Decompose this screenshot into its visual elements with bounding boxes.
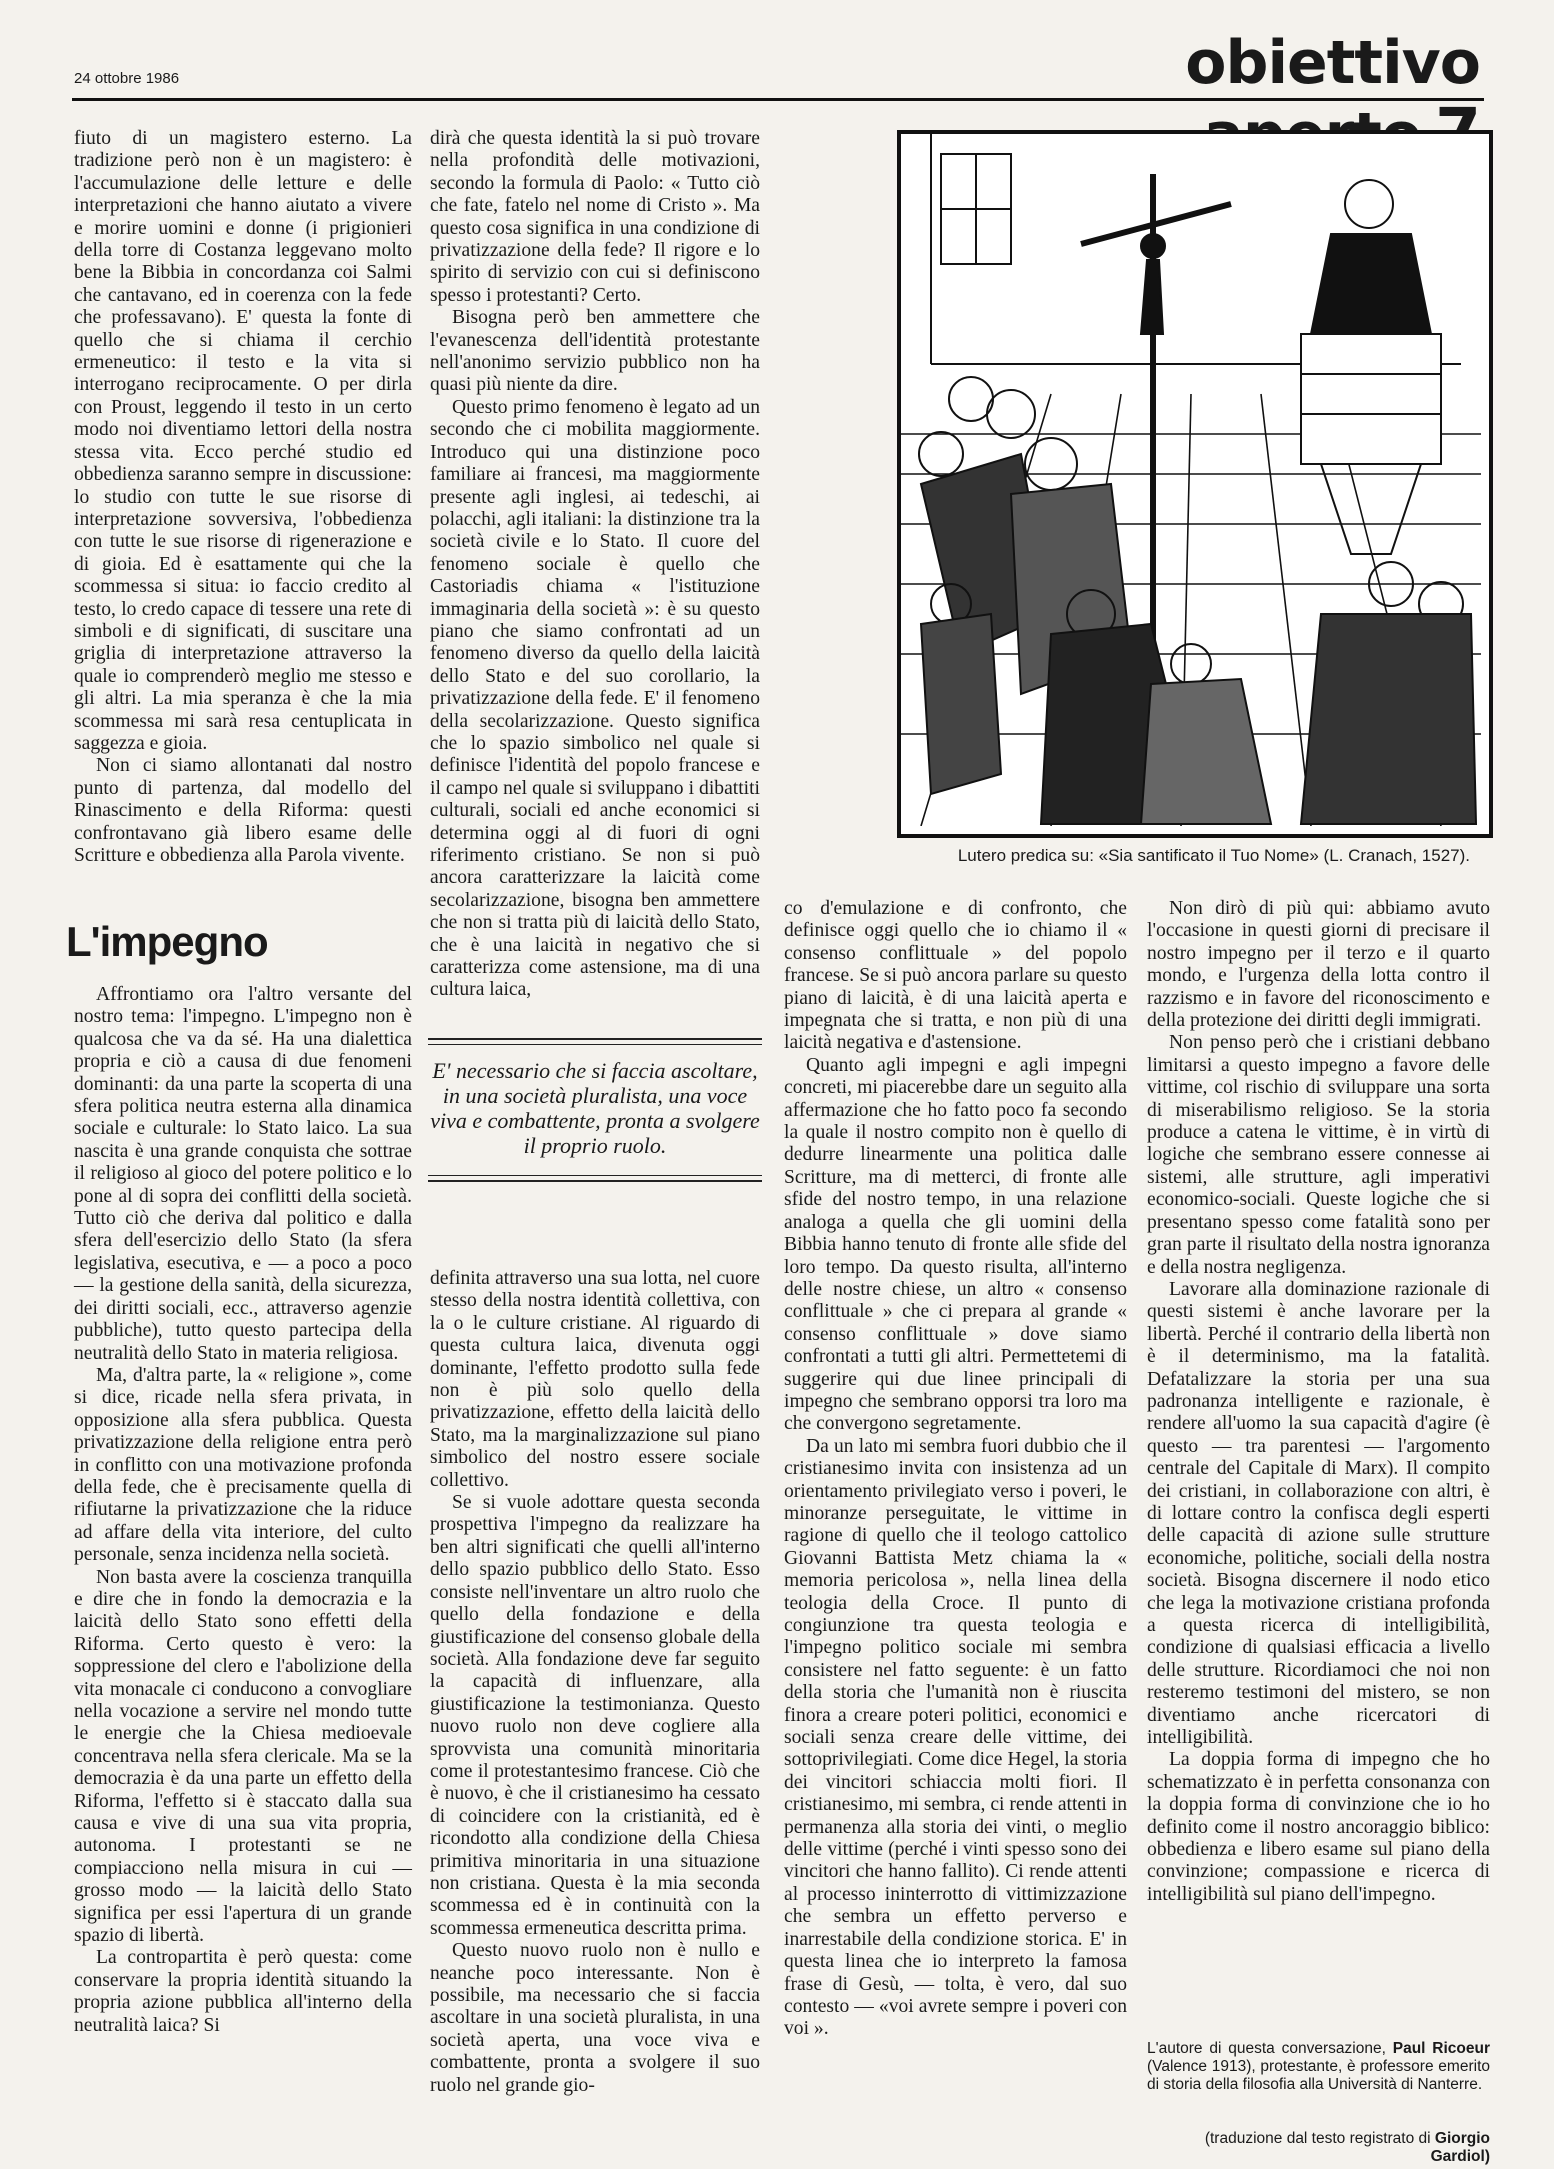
author-note-lead: L'autore di questa conversazione, [1147, 2040, 1386, 2057]
paragraph: La doppia forma di impegno che ho schematizzato è in perfetta consonanza con la doppia forma di convinzione che io ho definito come il nostro ancoraggio biblico: obbedienza e libero esame sul piano della convinzione; compassione e ricerca di intelligibilità sul piano dell'impegno. [1147, 1749, 1490, 1905]
paragraph: Lavorare alla dominazione razionale di questi sistemi è anche lavorare per la libertà. Perché il contrario della libertà non è il determinismo, ma la fatalità. Defatalizzare la storia per una sua padronanza intelligente e razionale, è rendere all'uomo la sua capacità d'agire (è questo — tra parentesi — l'argomento centrale del Capitale di Marx). Il compito dei cristiani, in collaborazione con altri, è di lottare contro la confisca degli esperti delle capacità di azione sulle strutture economiche, politiche, sociali della nostra società. Bisogna discernere il nodo etico che lega la motivazione cristiana profonda a questa ricerca di intelligibilità, condizione di qualsiasi efficacia a livello delle strutture. Ricordiamoci che noi non resteremo testimoni del mistero, se non diventiamo anche ricercatori di intelligibilità. [1147, 1278, 1490, 1749]
paragraph: Non penso però che i cristiani debbano limitarsi a questo impegno a favore delle vittime, col rischio di sviluppare una sorta di miserabilismo religioso. Se la storia produce a catena le vittime, è in virtù di logiche che sembrano essere connesse ai sistemi, alle strutture, agli imperativi economico-sociali. Queste logiche che si presentano spesso come fatalità sono per gran parte il risultato della nostra ignoranza e della nostra negligenza. [1147, 1032, 1490, 1278]
date-line: 24 ottobre 1986 [74, 70, 180, 87]
column-1-bottom [74, 984, 412, 2037]
woodcut-illustration [897, 130, 1493, 838]
paragraph: Questo nuovo ruolo non è nullo e neanche poco interessante. Non è possibile, ma necessario che si faccia ascoltare in una società pluralista, in una società aperta, una voce viva e combattente, pronta a svolgere il suo ruolo nel grande gio- [430, 1940, 760, 2096]
author-note [1147, 2040, 1490, 2094]
column-2-bottom [430, 1268, 760, 2097]
header-rule [72, 98, 1484, 101]
paragraph: dirà che questa identità la si può trovare nella profondità delle motivazioni, secondo la formula di Paolo: « Tutto ciò che fate, fatelo nel nome di Cristo ». Ma questo cosa significa in una condizione di privatizzazione della fede? Il rigore e lo spirito di servizio con cui si definiscono spesso i protestanti? Certo. [430, 128, 760, 306]
paragraph: Questo primo fenomeno è legato ad un secondo che ci mobilita maggiormente. Introduco qui una distinzione poco familiare ai francesi, ma maggiormente presente agli inglesi, ai tedeschi, ai polacchi, agli italiani: la distinzione tra la società civile e lo Stato. Il cuore del fenomeno sociale è quello che Castoriadis chiama « l'istituzione immaginaria della società »: è su questo piano che siamo confrontati ad un fenomeno diverso da quello della laicità dello Stato e del suo corollario, la privatizzazione della fede. E' il fenomeno della secolarizzazione. Questo significa che lo spazio simbolico nel quale si definisce l'identità del popolo francese e il campo nel quale si sviluppano i dibattiti culturali, sociali ed anche economici si determina oggi al di fuori di ogni riferimento cristiano. Se non si può ancora caratterizzare la laicità come secolarizzazione, bisogna ben ammettere che non si tratta più di laicità dello Stato, che è una laicità in negativo che si caratterizza come astensione, ma di una cultura laica, [430, 396, 760, 1001]
paragraph: Da un lato mi sembra fuori dubbio che il cristianesimo invita con insistenza ad un orientamento privilegiato verso i poveri, le minoranze perseguitate, le vittime in ragione di quello che il teologo cattolico Giovanni Battista Metz chiama la « memoria pericolosa », nella linea della teologia della Croce. Il punto di congiunzione tra questa teologia e l'impegno politico sociale mi sembra consistere nel fatto seguente: è un fatto della storia che l'umanità non è riuscita finora a creare poteri politici, economici e sociali senza creare delle vittime, dei sottoprivilegiati. Come dice Hegel, la storia dei vincitori schiaccia molti fiori. Il cristianesimo, mi sembra, ci rende attenti in permanenza alla storia dei vinti, o meglio delle vittime (perché i vinti spesso sono dei vincitori che hanno fallito). Ci rende attenti al processo ininterrotto di vittimizzazione che sembra un effetto perverso e inarrestabile della condizione storica. E' in questa linea che io interpreto la famosa frase di Gesù, — tolta, è vero, dal suo contesto — «voi avrete sempre i poveri con voi ». [784, 1435, 1127, 2040]
paragraph: co d'emulazione e di confronto, che definisce oggi quello che io chiamo il « consenso conflittuale » del popolo francese. Se si può ancora parlare su questo piano di laicità, è di una laicità aperta e impegnata che si tratta, e non più di una laicità negativa e d'astensione. [784, 898, 1127, 1054]
illustration-caption: Lutero predica su: «Sia santificato il Tuo Nome» (L. Cranach, 1527). [957, 846, 1470, 865]
paragraph: fiuto di un magistero esterno. La tradizione però non è un magistero: è l'accumulazione delle letture e delle interpretazioni che hanno aiutato a vivere e morire uomini e donne (i prigionieri della torre di Costanza leggevano molto bene la Bibbia in concordanza coi Salmi che cantavano, ed in coerenza con la fede che professavano). E' questa la fonte di quello che si chiama il cerchio ermeneutico: il testo e la vita si interrogano reciprocamente. O per dirla con Proust, leggendo il testo in un certo modo noi diventiamo lettori della nostra stessa vita. Ecco perché studio ed obbedienza saranno sempre in discussione: lo studio con tutte le sue risorse di interpretazione sovversiva, l'obbedienza con tutte le sue risorse di rigenerazione e di gioia. Ed è esattamente qui che la scommessa si situa: io faccio credito al testo, lo credo capace di tessere una rete di simboli e di significati, di suscitare una griglia di interpretazione attraverso la quale io comprenderò meglio me stesso e gli altri. La mia speranza è che la mia scommessa mi sarà resa centuplicata in saggezza e gioia. [74, 128, 412, 754]
column-4 [1147, 898, 1490, 1906]
section-heading: L'impegno [66, 918, 268, 965]
translation-note [1147, 2130, 1490, 2166]
paragraph: Affrontiamo ora l'altro versante del nostro tema: l'impegno. L'impegno non è qualcosa che va da sé. Ha una dialettica propria e ciò a causa di due fenomeni dominanti: da una parte la scoperta di una sfera politica neutra esterna alla dinamica sociale e culturale: lo Stato laico. La sua nascita è una grande conquista che sottrae il religioso al gioco del potere politico e lo pone al di sopra dei conflitti della società. Tutto ciò che deriva dal politico e dalla sfera dell'esercizio dello Stato (la sfera legislativa, esecutiva, e — a poco a poco — la gestione della sanità, della sicurezza, dei diritti sociali, ecc., attraverso agenzie pubbliche), tutto questo partecipa della neutralità dello Stato in materia religiosa. [74, 984, 412, 1364]
paragraph: Non dirò di più qui: abbiamo avuto l'occasione in questi giorni di precisare il nostro impegno per il terzo e il quarto mondo, e l'urgenza della lotta contro il razzismo e in favore del riconoscimento e della protezione dei diritti degli immigrati. [1147, 898, 1490, 1032]
column-1-top [74, 128, 412, 867]
paragraph: Se si vuole adottare questa seconda prospettiva l'impegno da realizzare ha ben altri significati che quelli all'interno dello spazio pubblico dello Stato. Esso consiste nell'inventare un altro ruolo che quello della fondazione e della giustificazione del consenso globale della società. Alla fondazione deve far seguito la capacità di influenzare, alla giustificazione la testimonianza. Questo nuovo ruolo non deve cogliere alla sprovvista una comunità minoritaria come il protestantesimo francese. Ciò che è nuovo, è che il cristianesimo ha cessato di coincidere con la cristianità, ed è ricondotto alla condizione della Chiesa primitiva minoritaria in una situazione non cristiana. Questa è la mia seconda scommessa ed è in continuità con la scommessa ermeneutica descritta prima. [430, 1492, 760, 1939]
paragraph: Bisogna però ben ammettere che l'evanescenza dell'identità protestante nell'anonimo servizio pubblico non ha quasi più niente da dire. [430, 307, 760, 396]
paragraph: Quanto agli impegni e agli impegni concreti, mi piacerebbe dare un seguito alla affermazione che ho fatto poco fa secondo la quale il nostro compito non è quello di dedurre linearmente una politica dalle Scritture, ma di metterci, di fronte alle sfide del nostro tempo, in una relazione analoga a quella che gli uomini della Bibbia hanno tenuto di fronte alle sfide del loro tempo. Da questo risulta, all'interno delle nostre chiese, un altro « consenso conflittuale » che ci prepara al grande « consenso conflittuale » dove siamo confrontati a tutti gli altri. Permettetemi di suggerire qui due linee principali di impegno che sembrano opporsi tra loro ma che convergono segretamente. [784, 1054, 1127, 1435]
paragraph: Non basta avere la coscienza tranquilla e dire che in fondo la democrazia e la laicità dello Stato sono effetti della Riforma. Certo questo è vero: la soppressione del clero e l'abolizione della vita monacale ci conducono a convogliare nella vocazione a servire nel mondo tutte le energie che la Chiesa medioevale concentrava nella sfera clericale. Ma se la democrazia è da una parte un effetto della Riforma, l'effetto si è staccato dalla sua causa e vive di una sua vita propria, autonoma. I protestanti se ne compiacciono nella misura in cui — grosso modo — la laicità dello Stato significa per essi l'apertura di un grande spazio di libertà. [74, 1566, 412, 1947]
pull-quote: E' necessario che si faccia ascoltare, in una società pluralista, una voce viva e combattente, pronta a svolgere il proprio ruolo. [428, 1038, 762, 1182]
paragraph: Ma, d'altra parte, la « religione », come si dice, ricade nella sfera privata, in opposizione alla sfera pubblica. Questa privatizzazione della religione entra però in conflitto con una motivazione profonda della fede, che è precisamente quella di rifiutarne la privatizzazione che la riduce ad affare della vita interiore, del culto personale, senza incidenza nella società. [74, 1364, 412, 1566]
paragraph: La contropartita è però questa: come conservare la propria identità situando la propria azione pubblica all'interno della neutralità laica? Si [74, 1947, 412, 2036]
author-note-rest: (Valence 1913), protestante, è professore emerito di storia della filosofia alla Università di Nanterre. [1147, 2058, 1490, 2093]
translation-lead: (traduzione dal testo registrato di [1204, 2130, 1431, 2147]
translator-name: Giorgio Gardiol) [1430, 2130, 1490, 2165]
paragraph: definita attraverso una sua lotta, nel cuore stesso della nostra identità collettiva, con la o le culture cristiane. Al riguardo di questa cultura laica, divenuta oggi dominante, l'effetto prodotto sulla fede non è più solo quello della privatizzazione, effetto della laicità dello Stato, ma la marginalizzazione sul piano simbolico del nostro essere sociale collettivo. [430, 1268, 760, 1491]
section-title: obiettivo [1185, 28, 1480, 98]
column-2-top [430, 128, 760, 1002]
author-name: Paul Ricoeur [1392, 2040, 1491, 2057]
paragraph: Non ci siamo allontanati dal nostro punto di partenza, dal modello del Rinascimento e della Riforma: questi confrontavano già libero esame delle Scritture e obbedienza alla Parola vivente. [74, 755, 412, 866]
column-3 [784, 898, 1127, 2041]
